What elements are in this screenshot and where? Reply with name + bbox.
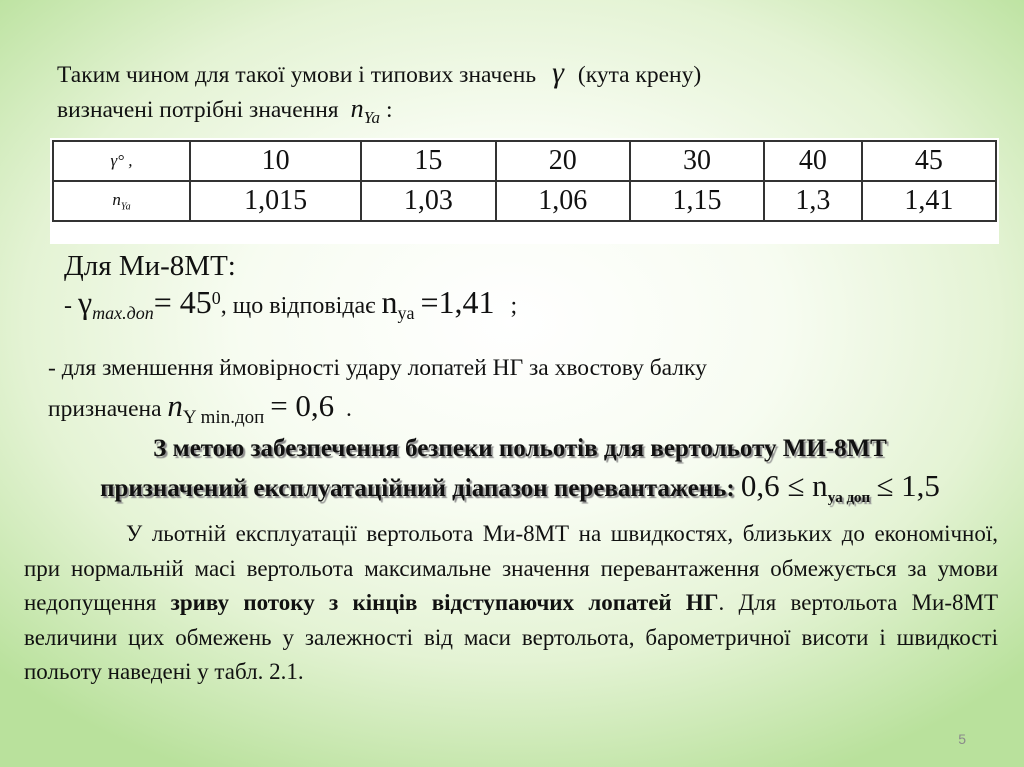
- overload-cell: 1,03: [361, 181, 495, 221]
- operation-paragraph: У льотній експлуатації вертольота Ми-8МТ на швидкостях, близьких до економічної, при нормальній масі вертольота максимальне значення перевантаження обмежується за умови недопущення зриву потоку з кінців відступаючих лопатей НГ. Для вертольота Ми-8МТ величини цих обмежень у залежності від маси вертольота, барометричної висоти і швидкості польоту наведені у табл. 2.1.: [24, 521, 999, 685]
- angle-cell: 30: [630, 141, 764, 181]
- intro-line-2: [57, 92, 937, 134]
- n-ya-value: =1,41: [420, 284, 495, 320]
- max-text: , що відповідає: [220, 293, 376, 319]
- overload-cell: 1,3: [764, 181, 861, 221]
- intro-text-b: (кута крену): [577, 62, 702, 88]
- min-line-2: призначена $n_{Y min.доп} = 0,6$ .: [48, 388, 352, 429]
- angle-cell: 15: [361, 141, 495, 181]
- table-row-angles: [53, 141, 996, 181]
- intro-text-a: Таким чином для такої умови і типових значень: [57, 62, 537, 88]
- overload-cell: 1,15: [630, 181, 764, 221]
- min-overload-text: [48, 350, 978, 436]
- angle-cell: 20: [496, 141, 630, 181]
- overload-cell: 1,015: [190, 181, 361, 221]
- gamma-max-symbol: γ: [78, 284, 93, 320]
- n-ya-symbol-2: n: [381, 284, 398, 320]
- max-bank-line: - $\gamma_{max.доп}= 45^0$, що відповідає $n_{ya} =1,41$ ;: [64, 284, 518, 323]
- min-line-1: - для зменшення ймовірності удару лопатей НГ за хвостову балку: [48, 355, 707, 381]
- angle-cell: 10: [190, 141, 361, 181]
- n-ya-symbol: $n_{Ya}$: [350, 94, 381, 128]
- range-low: 0,6 ≤ n: [740, 468, 828, 503]
- angle-cell: 40: [764, 141, 861, 181]
- page-number: 5: [958, 731, 966, 747]
- degree-sup: 0: [211, 288, 221, 308]
- header-gamma: γ° ,: [53, 141, 190, 181]
- goal-line-1: З метою забезпечення безпеки польотів для вертольоту МИ-8МТ: [153, 435, 887, 462]
- gamma-max-sub: max.доп: [92, 302, 154, 323]
- gamma-max-value: = 45: [153, 284, 212, 320]
- overload-table: [52, 140, 997, 222]
- n-min-value: = 0,6: [270, 388, 335, 423]
- emphasis-text: зриву потоку з кінців відступаючих лопатей НГ: [170, 590, 719, 616]
- table-row-overloads: [53, 181, 996, 221]
- intro-text: [57, 56, 937, 134]
- mi8-title: Для Ми-8МТ:: [64, 250, 236, 282]
- range-high: ≤ 1,5: [876, 468, 940, 503]
- intro-line-1: [57, 56, 937, 92]
- header-n-ya: $n_{Ya}$: [53, 181, 190, 221]
- angle-cell: 45: [862, 141, 996, 181]
- goal-line-2: призначений експлуатаційний діапазон перевантажень: $0,6 \le n_{ya доп} \le 1,5$: [100, 468, 940, 506]
- overload-table-panel: [50, 138, 999, 244]
- overload-cell: 1,06: [496, 181, 630, 221]
- overload-cell: 1,41: [862, 181, 996, 221]
- intro-colon: :: [386, 97, 393, 123]
- goal-statement: [30, 430, 1010, 517]
- gamma-symbol: γ: [552, 56, 564, 89]
- range-sub: ya доп: [827, 490, 871, 506]
- intro-text-c: визначені потрібні значення: [57, 97, 339, 123]
- max-line-end: ;: [510, 293, 518, 319]
